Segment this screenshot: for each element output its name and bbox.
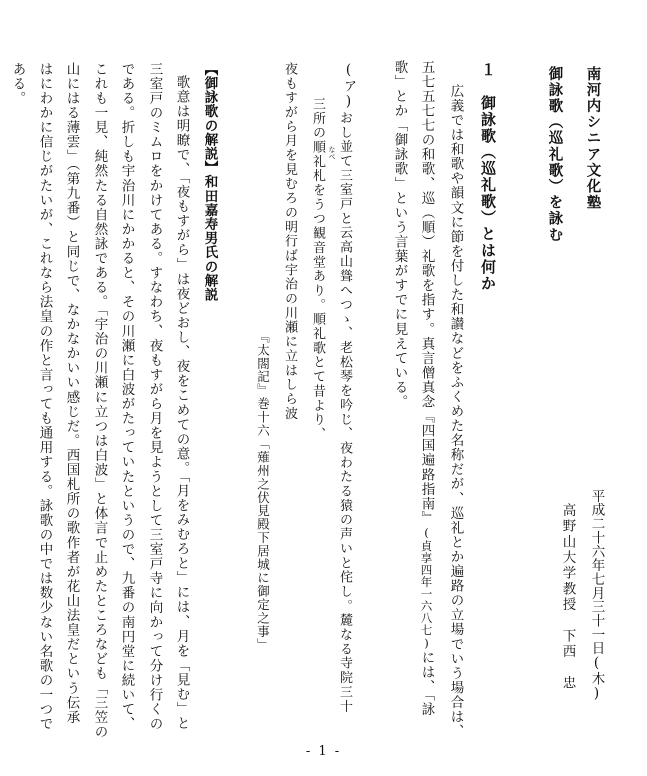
- lecturer-name: 高野山大学教授 下西 忠: [559, 503, 576, 692]
- commentary-heading: 【御詠歌の解説】和田嘉寿男氏の解説: [201, 62, 218, 302]
- quote-line: 三所の順礼札をうつ観音堂あり。順礼歌とて昔より、: [310, 97, 325, 442]
- quote-source: 『太閤記』巻十六「薙州之伏見殿下居城に御定之事」: [255, 330, 271, 652]
- page-number: - 1 -: [305, 744, 342, 759]
- commentary-line: 山にはる薄雲」（第九番）と同じで、なかなかいい感じだ。西国札所の歌作者が花山法皇だという伝承: [63, 62, 80, 725]
- section-body-line: 歌」とか「御詠歌」という言葉がすでに見えている。: [391, 60, 408, 410]
- quote-poem: 夜もすがら月を見むろの明行ば宇治の川瀬に立はしら波: [282, 62, 297, 421]
- commentary-line: 三室戸のミムロをかけてある。すなわち、夜もすがら月を見ようとして三室戸寺に向かって分け行くの: [146, 62, 163, 732]
- ruby-text: なべ: [328, 146, 336, 160]
- annotation-era: (貞享四年一六八七): [419, 525, 434, 651]
- commentary-line: これも一見、純然たる自然詠である。「宇治の川瀬に立つは白波」と体言で止めたところなども「三笠の: [91, 62, 108, 740]
- section-body-line: 五七五七七の和歌、巡（順）礼歌を指す。真言僧真念『四国遍路指南』(貞享四年一六八七)には、「詠: [418, 60, 435, 717]
- lecture-topic: 御詠歌（巡礼歌）を詠む: [546, 66, 564, 244]
- section-body-line: 広義では和歌や韻文に節を付した和讃などをふくめた名称だが、巡礼とか遍路の立場でいう場合は、: [447, 84, 464, 739]
- lecture-date: 平成二十六年七月三十一日(木): [588, 489, 605, 702]
- commentary-line: である。折しも宇治川にかかると、その川瀬に白波がたっていたというので、九番の南円堂に続いて、: [118, 62, 135, 732]
- quote-label: (ア): [340, 62, 357, 111]
- commentary-line: ある。: [9, 62, 26, 106]
- quote-line: おし並て三室戸と云高山聳へつゝ、老松琴を吟じ、夜わたる猿の声いと侘し。麓なる寺院三十: [337, 111, 352, 714]
- section-heading: １ 御詠歌（巡礼歌）とは何か: [479, 62, 497, 292]
- commentary-line: はにわかに信じがたいが、これなら法皇の作と言っても通用する。詠歌の中では数少ない名歌の一つで: [36, 62, 53, 732]
- school-name: 南河内シニア文化塾: [584, 66, 602, 211]
- commentary-line: 歌意は明瞭で、「夜もすがら」は夜どおし、夜をこめての意。「月をみむろと」には、月を「見む」と: [173, 75, 190, 731]
